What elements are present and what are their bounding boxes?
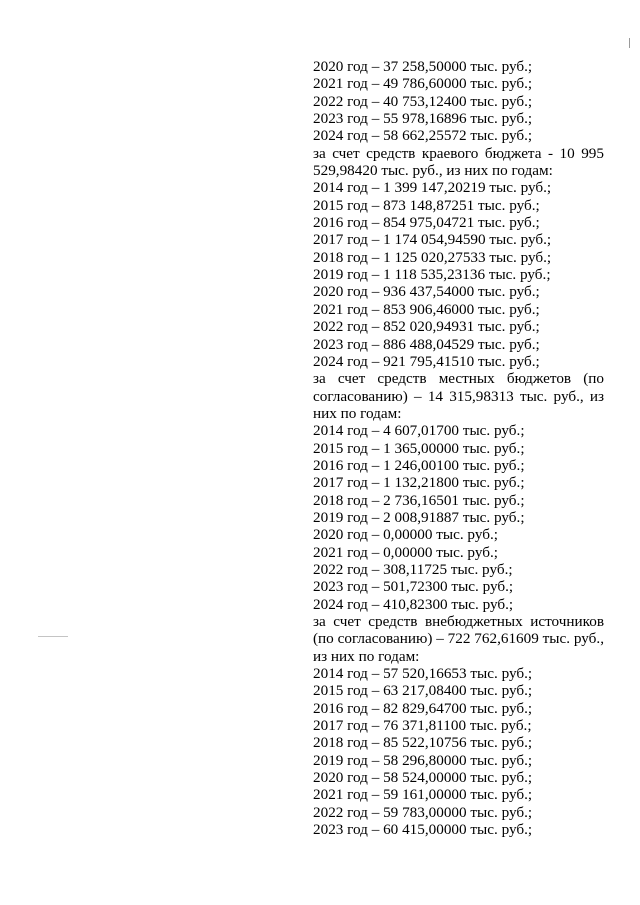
funding-text-column [313, 58, 604, 838]
offbudget-year-line: 2021 год – 59 161,00000 тыс. руб.; [313, 786, 533, 804]
offbudget-year-line: 2019 год – 58 296,80000 тыс. руб.; [313, 751, 533, 769]
local-year-line: 2016 год – 1 246,00100 тыс. руб.; [313, 456, 525, 474]
offbudget-year-line: 2018 год – 85 522,10756 тыс. руб.; [313, 734, 533, 752]
funding-year-line: 2021 год – 49 786,60000 тыс. руб.; [313, 75, 533, 93]
regional-year-line: 2016 год – 854 975,04721 тыс. руб.; [313, 214, 540, 232]
local-year-line: 2020 год – 0,00000 тыс. руб.; [313, 526, 498, 544]
regional-year-line: 2022 год – 852 020,94931 тыс. руб.; [313, 318, 540, 336]
funding-year-line: 2020 год – 37 258,50000 тыс. руб.; [313, 58, 533, 75]
scan-mark [629, 38, 630, 48]
local-year-line: 2015 год – 1 365,00000 тыс. руб.; [313, 439, 525, 457]
offbudget-heading: за счет средств внебюджетных источников (по согласованию) – 722 762,61609 тыс. руб., из них по годам: [313, 613, 604, 665]
local-year-line: 2014 год – 4 607,01700 тыс. руб.; [313, 422, 525, 440]
local-year-line: 2019 год – 2 008,91887 тыс. руб.; [313, 508, 525, 526]
regional-year-line: 2021 год – 853 906,46000 тыс. руб.; [313, 300, 540, 318]
regional-year-line: 2014 год – 1 399 147,20219 тыс. руб.; [313, 179, 552, 197]
local-year-line: 2024 год – 410,82300 тыс. руб.; [313, 595, 514, 613]
offbudget-year-line: 2017 год – 76 371,81100 тыс. руб.; [313, 717, 532, 735]
scan-mark [38, 636, 68, 637]
local-year-line: 2022 год – 308,11725 тыс. руб.; [313, 560, 513, 578]
offbudget-year-line: 2016 год – 82 829,64700 тыс. руб.; [313, 699, 533, 717]
regional-year-line: 2020 год – 936 437,54000 тыс. руб.; [313, 283, 540, 301]
offbudget-year-line: 2023 год – 60 415,00000 тыс. руб.; [313, 821, 533, 839]
local-year-line: 2018 год – 2 736,16501 тыс. руб.; [313, 491, 525, 509]
funding-year-line: 2023 год – 55 978,16896 тыс. руб.; [313, 110, 533, 128]
local-year-line: 2017 год – 1 132,21800 тыс. руб.; [313, 474, 525, 492]
offbudget-year-line: 2020 год – 58 524,00000 тыс. руб.; [313, 769, 533, 787]
local-year-line: 2023 год – 501,72300 тыс. руб.; [313, 578, 514, 596]
regional-year-line: 2018 год – 1 125 020,27533 тыс. руб.; [313, 248, 552, 266]
regional-year-line: 2023 год – 886 488,04529 тыс. руб.; [313, 335, 540, 353]
local-year-line: 2021 год – 0,00000 тыс. руб.; [313, 543, 498, 561]
regional-year-line: 2019 год – 1 118 535,23136 тыс. руб.; [313, 266, 551, 284]
funding-year-line: 2022 год – 40 753,12400 тыс. руб.; [313, 92, 533, 110]
regional-budget-heading: за счет средств краевого бюджета - 10 995 529,98420 тыс. руб., из них по годам: [313, 144, 604, 180]
offbudget-year-line: 2014 год – 57 520,16653 тыс. руб.; [313, 665, 533, 683]
offbudget-year-line: 2015 год – 63 217,08400 тыс. руб.; [313, 682, 533, 700]
regional-year-line: 2024 год – 921 795,41510 тыс. руб.; [313, 352, 540, 370]
offbudget-year-line: 2022 год – 59 783,00000 тыс. руб.; [313, 803, 533, 821]
local-budget-heading: за счет средств местных бюджетов (по согласованию) – 14 315,98313 тыс. руб., из них по годам: [313, 370, 604, 422]
funding-year-line: 2024 год – 58 662,25572 тыс. руб.; [313, 127, 533, 145]
regional-year-line: 2015 год – 873 148,87251 тыс. руб.; [313, 196, 540, 214]
regional-year-line: 2017 год – 1 174 054,94590 тыс. руб.; [313, 231, 552, 249]
